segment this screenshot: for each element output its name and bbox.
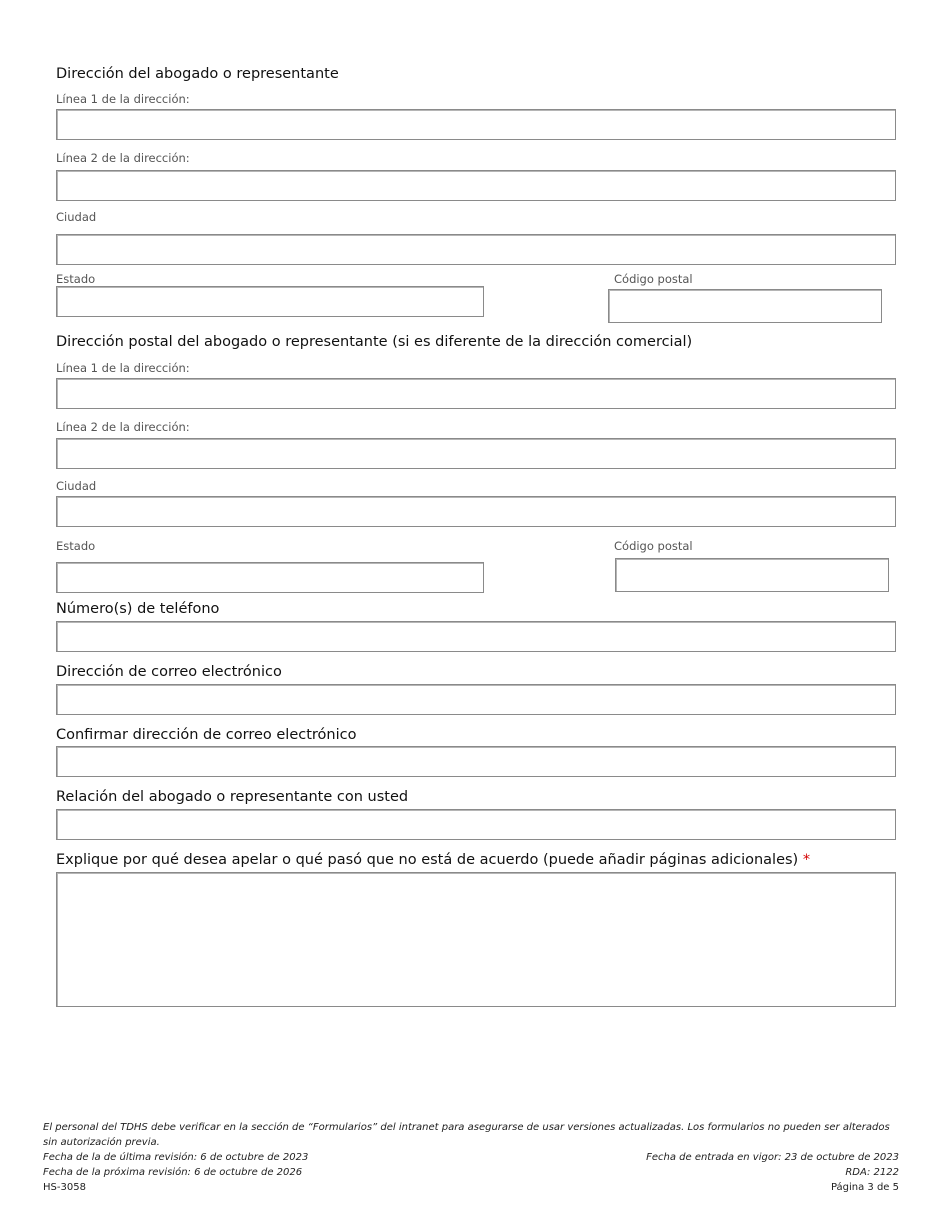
mailing-line2-input[interactable] bbox=[56, 438, 896, 469]
relationship-input[interactable] bbox=[56, 809, 896, 840]
phone-input[interactable] bbox=[56, 621, 896, 652]
mailing-line2-label: Línea 2 de la dirección: bbox=[56, 420, 190, 434]
state-input[interactable] bbox=[56, 286, 484, 317]
footer-effective-date: Fecha de entrada en vigor: 23 de octubre de 2023 bbox=[646, 1152, 899, 1163]
footer-form-number: HS-3058 bbox=[43, 1182, 86, 1193]
state-label: Estado bbox=[56, 272, 96, 286]
address-line2-label: Línea 2 de la dirección: bbox=[56, 151, 190, 165]
email-confirm-input[interactable] bbox=[56, 746, 896, 777]
address-line1-input[interactable] bbox=[56, 109, 896, 140]
phone-label: Número(s) de teléfono bbox=[56, 601, 220, 617]
email-confirm-label: Confirmar dirección de correo electrónico bbox=[56, 727, 357, 743]
explanation-textarea[interactable] bbox=[56, 872, 896, 1007]
explanation-label-text: Explique por qué desea apelar o qué pasó que no está de acuerdo (puede añadir páginas adicionales) bbox=[56, 852, 799, 868]
mailing-address-heading: Dirección postal del abogado o representante (si es diferente de la dirección comercial) bbox=[56, 334, 693, 350]
explanation-label bbox=[56, 852, 810, 868]
city-label: Ciudad bbox=[56, 210, 97, 224]
mailing-city-label: Ciudad bbox=[56, 479, 97, 493]
zip-label: Código postal bbox=[614, 272, 693, 286]
footer-rda: RDA: 2122 bbox=[845, 1167, 899, 1178]
mailing-line1-input[interactable] bbox=[56, 378, 896, 409]
relationship-label: Relación del abogado o representante con usted bbox=[56, 789, 409, 805]
footer-next-revision: Fecha de la próxima revisión: 6 de octubre de 2026 bbox=[43, 1167, 303, 1178]
business-address-heading: Dirección del abogado o representante bbox=[56, 66, 339, 82]
address-line2-input[interactable] bbox=[56, 170, 896, 201]
mailing-line1-label: Línea 1 de la dirección: bbox=[56, 361, 190, 375]
mailing-zip-input[interactable] bbox=[615, 558, 889, 592]
mailing-state-label: Estado bbox=[56, 539, 96, 553]
address-line1-label: Línea 1 de la dirección: bbox=[56, 92, 190, 106]
mailing-city-input[interactable] bbox=[56, 496, 896, 527]
mailing-zip-label: Código postal bbox=[614, 539, 693, 553]
city-input[interactable] bbox=[56, 234, 896, 265]
footer-notice: El personal del TDHS debe verificar en la sección de “Formularios” del intranet para asegurarse de usar versiones actualizadas. Los formularios no pueden ser alterados sin autorización previa. bbox=[43, 1122, 890, 1148]
required-marker: * bbox=[802, 852, 811, 868]
footer-page-number: Página 3 de 5 bbox=[830, 1182, 899, 1193]
email-input[interactable] bbox=[56, 684, 896, 715]
footer-last-revision: Fecha de la de última revisión: 6 de octubre de 2023 bbox=[43, 1152, 309, 1163]
email-label: Dirección de correo electrónico bbox=[56, 664, 282, 680]
zip-input[interactable] bbox=[608, 289, 882, 323]
mailing-state-input[interactable] bbox=[56, 562, 484, 593]
